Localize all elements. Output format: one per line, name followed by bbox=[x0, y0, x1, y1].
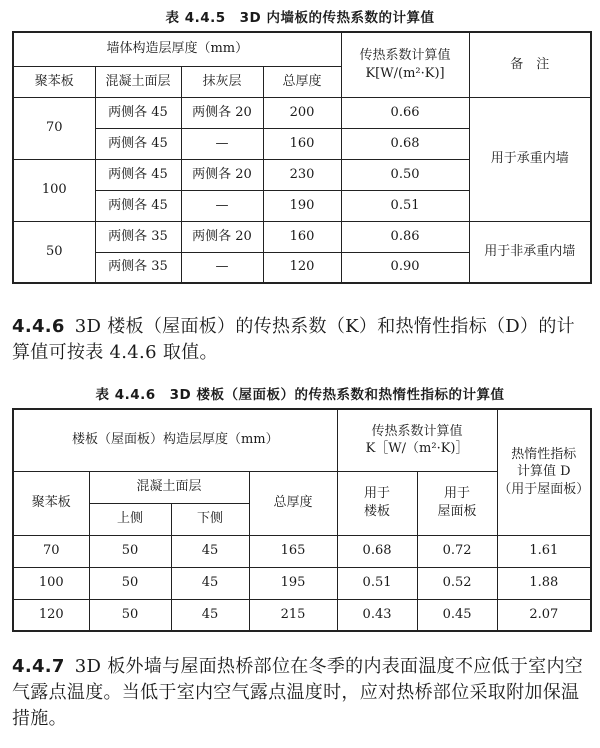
section-number: 4.4.6 bbox=[12, 316, 65, 337]
t2-total-cell: 215 bbox=[249, 599, 337, 631]
t1-k-cell: 0.90 bbox=[341, 252, 469, 283]
table1 bbox=[12, 31, 592, 284]
t1-k-cell: 0.68 bbox=[341, 128, 469, 159]
t2-upper-cell: 50 bbox=[89, 535, 171, 567]
t2-col-k-floor-line1: 用于 bbox=[364, 486, 391, 502]
t1-col-total: 总厚度 bbox=[263, 66, 341, 97]
t1-k-header bbox=[341, 32, 469, 97]
t1-plaster-cell: — bbox=[181, 128, 263, 159]
section-4-4-7 bbox=[12, 654, 592, 732]
t2-k-header-line1: 传热系数计算值 bbox=[371, 423, 463, 439]
t2-col-total: 总厚度 bbox=[249, 471, 337, 535]
table-row bbox=[13, 567, 591, 599]
t1-k-cell: 0.51 bbox=[341, 190, 469, 221]
t1-concrete-cell: 两侧各 45 bbox=[95, 128, 181, 159]
t2-d-cell: 1.61 bbox=[497, 535, 591, 567]
t2-k-roof-cell: 0.52 bbox=[417, 567, 497, 599]
t1-col-eps: 聚苯板 bbox=[13, 66, 95, 97]
t1-concrete-cell: 两侧各 35 bbox=[95, 252, 181, 283]
t2-k-floor-cell: 0.68 bbox=[337, 535, 417, 567]
t2-lower-cell: 45 bbox=[171, 567, 249, 599]
t1-plaster-cell: — bbox=[181, 190, 263, 221]
t2-col-k-roof bbox=[417, 471, 497, 535]
t2-group-header: 楼板（屋面板）构造层厚度（mm） bbox=[13, 409, 337, 471]
t1-concrete-cell: 两侧各 45 bbox=[95, 159, 181, 190]
table1-caption: 表 4.4.5 3D 内墙板的传热系数的计算值 bbox=[165, 10, 435, 26]
t2-k-header bbox=[337, 409, 497, 471]
t1-total-cell: 230 bbox=[263, 159, 341, 190]
table-row bbox=[13, 97, 591, 128]
t1-total-cell: 190 bbox=[263, 190, 341, 221]
t2-col-eps: 聚苯板 bbox=[13, 471, 89, 535]
t1-concrete-cell: 两侧各 35 bbox=[95, 221, 181, 252]
t1-eps-cell: 70 bbox=[13, 97, 95, 159]
t1-plaster-cell: 两侧各 20 bbox=[181, 159, 263, 190]
t1-plaster-cell: — bbox=[181, 252, 263, 283]
section-text: 3D 楼板（屋面板）的传热系数（K）和热惰性指标（D）的计算值可按表 4.4.6 取值。 bbox=[12, 316, 575, 363]
t1-plaster-cell: 两侧各 20 bbox=[181, 97, 263, 128]
t1-total-cell: 160 bbox=[263, 128, 341, 159]
t2-upper-cell: 50 bbox=[89, 599, 171, 631]
t2-lower-cell: 45 bbox=[171, 599, 249, 631]
t1-total-cell: 120 bbox=[263, 252, 341, 283]
t1-total-cell: 160 bbox=[263, 221, 341, 252]
t2-col-k-roof-line1: 用于 bbox=[444, 486, 471, 502]
t1-col-plaster: 抹灰层 bbox=[181, 66, 263, 97]
t2-d-header-line2: 计算值 D bbox=[517, 464, 571, 480]
table2-caption: 表 4.4.6 3D 楼板（屋面板）的传热系数和热惰性指标的计算值 bbox=[95, 387, 505, 403]
t1-concrete-cell: 两侧各 45 bbox=[95, 190, 181, 221]
t1-k-cell: 0.66 bbox=[341, 97, 469, 128]
t2-lower-cell: 45 bbox=[171, 535, 249, 567]
t2-col-upper: 上侧 bbox=[89, 503, 171, 535]
t1-k-cell: 0.86 bbox=[341, 221, 469, 252]
t2-col-k-floor bbox=[337, 471, 417, 535]
t2-eps-cell: 100 bbox=[13, 567, 89, 599]
t2-d-header bbox=[497, 409, 591, 535]
t2-col-concrete: 混凝土面层 bbox=[89, 471, 249, 503]
t2-k-roof-cell: 0.45 bbox=[417, 599, 497, 631]
table-row bbox=[13, 221, 591, 252]
t1-concrete-cell: 两侧各 45 bbox=[95, 97, 181, 128]
t2-k-floor-cell: 0.51 bbox=[337, 567, 417, 599]
t1-total-cell: 200 bbox=[263, 97, 341, 128]
t1-remark-header: 备 注 bbox=[469, 32, 591, 97]
t2-d-header-line1: 热惰性指标 bbox=[511, 446, 577, 462]
t1-group-header: 墙体构造层厚度（mm） bbox=[13, 32, 341, 66]
section-4-4-6 bbox=[12, 314, 592, 366]
t2-total-cell: 195 bbox=[249, 567, 337, 599]
table2 bbox=[12, 408, 592, 632]
t2-k-header-line2: K［W/（m²·K)］ bbox=[365, 441, 469, 457]
t2-col-lower: 下侧 bbox=[171, 503, 249, 535]
t1-remark-cell: 用于承重内墙 bbox=[469, 97, 591, 221]
t1-remark-cell: 用于非承重内墙 bbox=[469, 221, 591, 283]
t2-d-header-line3: （用于屋面板） bbox=[498, 482, 590, 498]
table-row bbox=[13, 535, 591, 567]
section-number: 4.4.7 bbox=[12, 656, 65, 677]
t2-col-k-floor-line2: 楼板 bbox=[364, 504, 391, 519]
t1-plaster-cell: 两侧各 20 bbox=[181, 221, 263, 252]
t2-d-cell: 2.07 bbox=[497, 599, 591, 631]
t1-k-header-line1: 传热系数计算值 bbox=[359, 48, 451, 64]
t2-eps-cell: 70 bbox=[13, 535, 89, 567]
t2-k-floor-cell: 0.43 bbox=[337, 599, 417, 631]
t2-d-cell: 1.88 bbox=[497, 567, 591, 599]
t2-eps-cell: 120 bbox=[13, 599, 89, 631]
section-text: 3D 板外墙与屋面热桥部位在冬季的内表面温度不应低于室内空气露点温度。当低于室内空气露点温度时，应对热桥部位采取附加保温措施。 bbox=[12, 656, 584, 729]
t1-k-cell: 0.50 bbox=[341, 159, 469, 190]
t2-upper-cell: 50 bbox=[89, 567, 171, 599]
t2-col-k-roof-line2: 屋面板 bbox=[437, 504, 477, 519]
t2-total-cell: 165 bbox=[249, 535, 337, 567]
t1-eps-cell: 50 bbox=[13, 221, 95, 283]
table-row bbox=[13, 599, 591, 631]
t2-k-roof-cell: 0.72 bbox=[417, 535, 497, 567]
t1-k-header-line2: K[W/(m²·K)] bbox=[365, 65, 445, 81]
t1-col-concrete: 混凝土面层 bbox=[95, 66, 181, 97]
t1-eps-cell: 100 bbox=[13, 159, 95, 221]
